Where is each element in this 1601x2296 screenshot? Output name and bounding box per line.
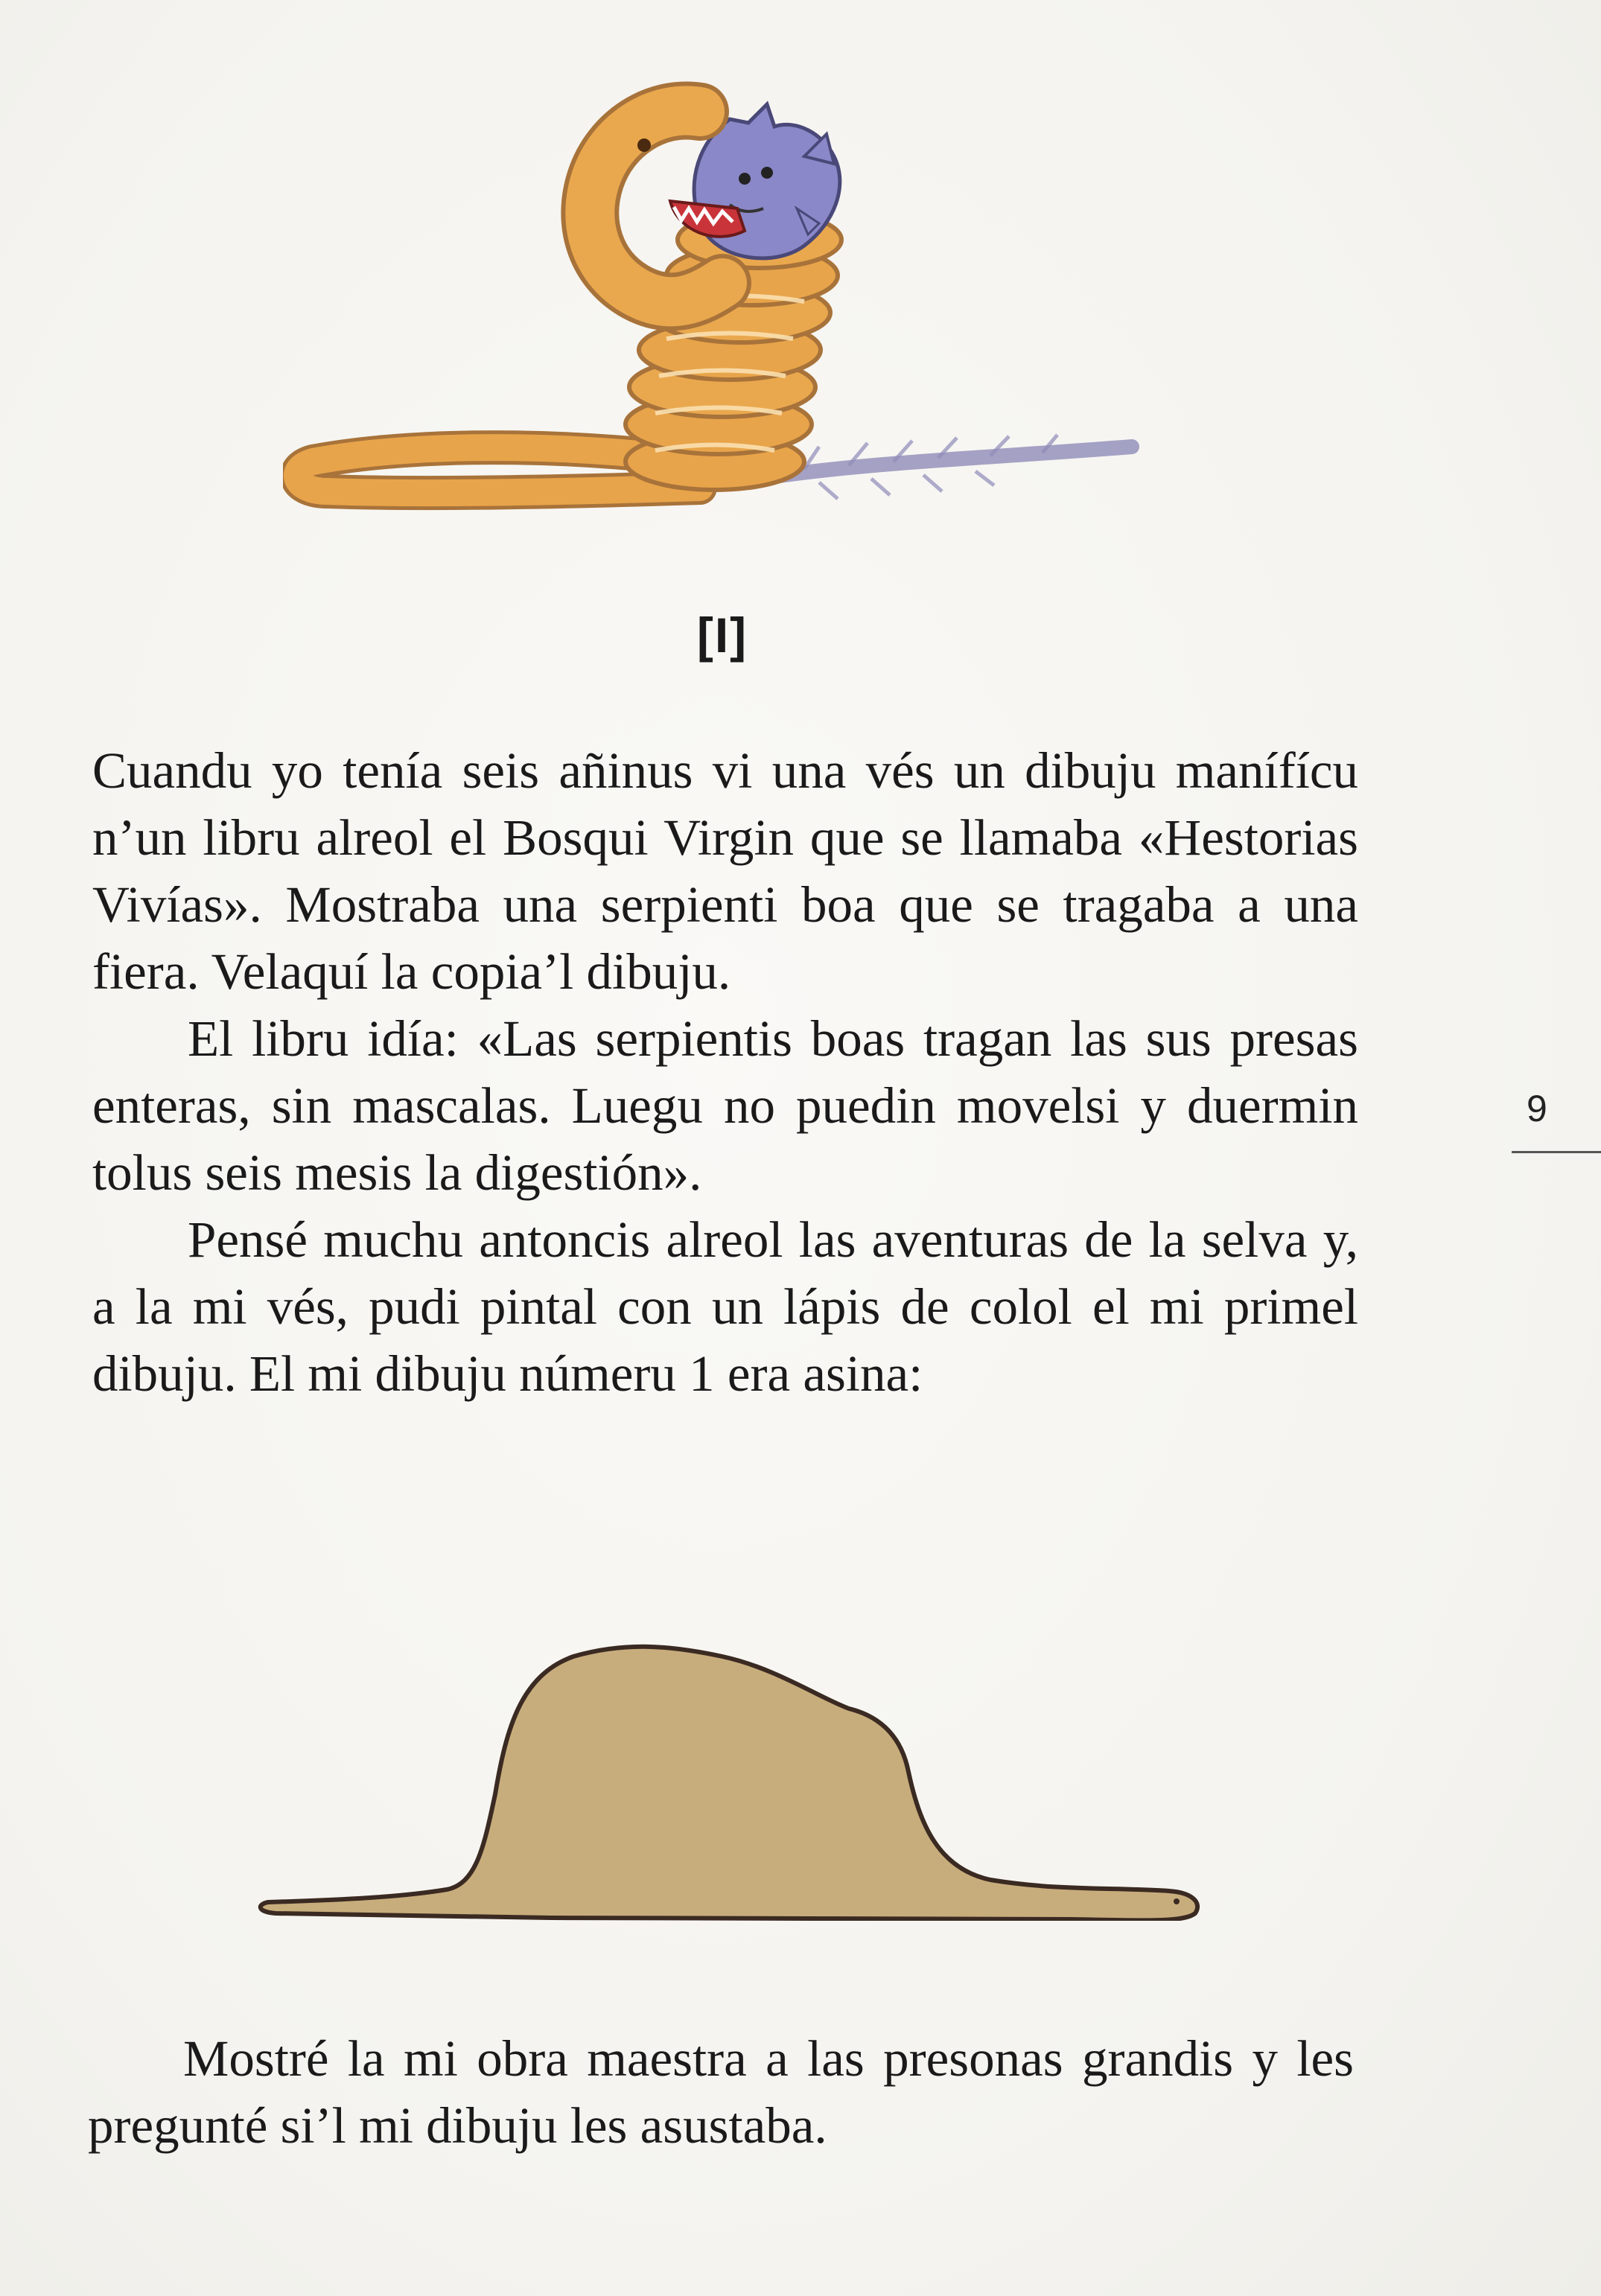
paragraph-1: Cuandu yo tenía seis añinus vi una vés un dibuju manífícu n’un libru alreol el Bosqui Virgin que se llamaba «Hestorias Vivías». Mostraba una serpienti boa que se tragaba a una fiera. Velaquí la copia’l dibuju. <box>92 742 1358 1000</box>
paragraph-3: Pensé muchu antoncis alreol las aventuras de la selva y, a la mi vés, pudi pintal con un lápis de colol el mi primel dibuju. El mi dibuju númeru 1 era asina: <box>92 1211 1358 1402</box>
paragraph-2: El libru idía: «Las serpientis boas tragan las sus presas enteras, sin mascalas. Luegu no puedin movelsi y duermin tolus seis mesis la digestión». <box>92 1010 1358 1201</box>
boa-swallowing-beast-illustration <box>283 74 1147 536</box>
paragraph-closing: Mostré la mi obra maestra a las presonas grandis y les pregunté si’l mi dibuju les asustaba. <box>88 2030 1354 2154</box>
body-text <box>92 737 1358 1407</box>
page-number-rule <box>1512 1151 1601 1153</box>
chapter-heading: [I] <box>696 608 748 663</box>
closing-text <box>88 2025 1354 2159</box>
boa-digesting-elephant-drawing <box>253 1623 1221 1921</box>
page-number: 9 <box>1527 1088 1547 1129</box>
